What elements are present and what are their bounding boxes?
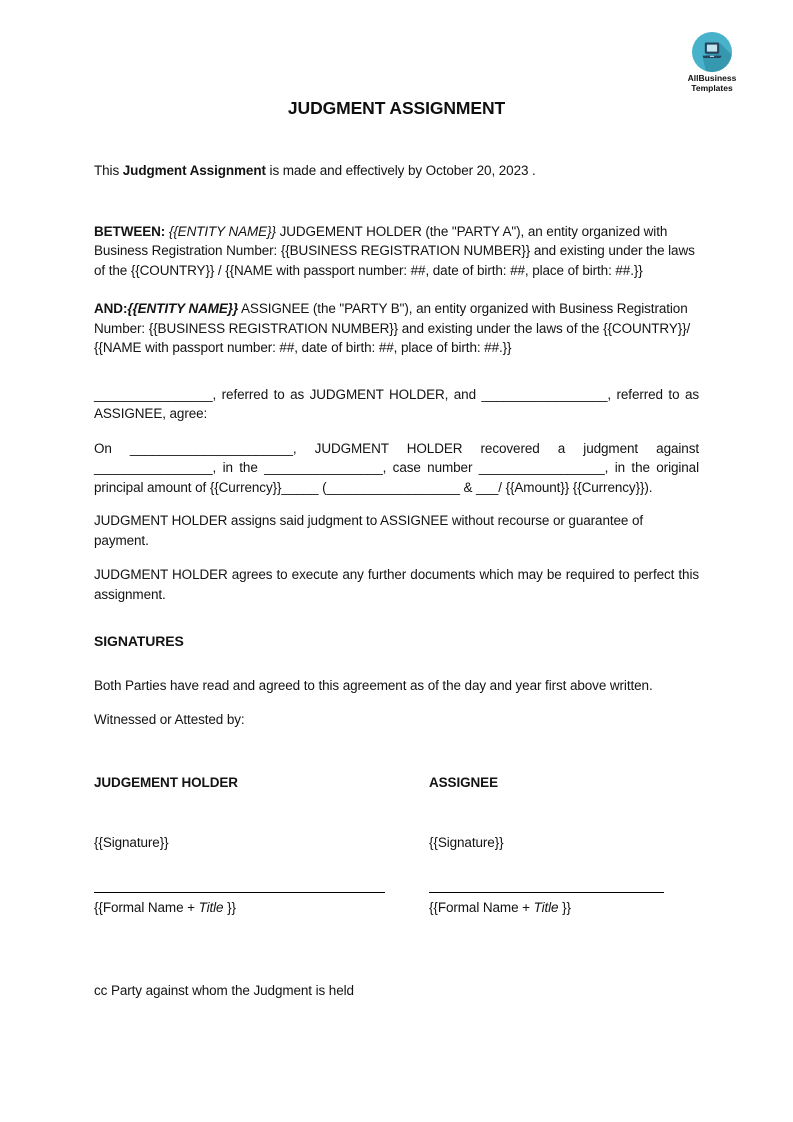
- formal-title-italic: Title: [198, 899, 224, 915]
- signature-line: [429, 892, 664, 893]
- brand-name-line1: AllBusiness: [687, 73, 737, 83]
- intro-text-1: This: [94, 163, 123, 178]
- assignee-column-header: ASSIGNEE: [429, 774, 498, 790]
- intro-paragraph: [94, 161, 699, 181]
- and-label: AND:: [94, 301, 128, 316]
- between-label: BETWEEN:: [94, 223, 169, 239]
- between-paragraph: [94, 222, 699, 281]
- entity-name-placeholder: {{ENTITY NAME}}: [168, 223, 276, 239]
- agreement-confirmation-text: Both Parties have read and agreed to this agreement as of the day and year first above written.: [94, 677, 653, 693]
- signature-placeholder: {{Signature}}: [94, 835, 169, 850]
- signatures-heading: SIGNATURES: [94, 633, 184, 649]
- formal-name-placeholder: [429, 898, 699, 918]
- formal-name-text-1: {{Formal Name +: [94, 899, 199, 915]
- document-name-bold: Judgment Assignment: [122, 163, 266, 178]
- signature-columns: [94, 773, 699, 918]
- formal-name-text-2: }}: [558, 899, 571, 915]
- assignment-clause-paragraph: JUDGMENT HOLDER assigns said judgment to ASSIGNEE without recourse or guarantee of payment.: [94, 513, 644, 548]
- judgment-details-paragraph: On ______________________, JUDGMENT HOLDER recovered a judgment against ________________, in the ________________, case number _________________, in the original principal amount of {{Currency}}_____ (__________________ & ___/ {{Amount}} {{Currency}}).: [94, 440, 699, 495]
- laptop-icon: [692, 32, 732, 72]
- and-paragraph: [94, 299, 699, 358]
- signature-placeholder: {{Signature}}: [429, 835, 504, 850]
- judgment-holder-column-header: JUDGEMENT HOLDER: [94, 774, 238, 790]
- formal-name-text-1: {{Formal Name +: [429, 899, 534, 915]
- page-title: JUDGMENT ASSIGNMENT: [287, 98, 506, 118]
- between-text: JUDGEMENT HOLDER (the "PARTY A"), an entity organized with Business Registration Number: {{BUSINESS REGISTRATION NUMBER}} and existing under the laws of the {{COUNTRY}} / {{NAME with passport number: ##, date of birth: ##, place of birth: ##.}}: [94, 223, 695, 278]
- brand-logo: [667, 32, 757, 93]
- formal-name-placeholder: [94, 898, 429, 918]
- signature-line: [94, 892, 385, 893]
- intro-text-2: is made and effectively by October 20, 2023 .: [265, 163, 536, 178]
- entity-name-placeholder: {{ENTITY NAME}}: [127, 301, 239, 316]
- cc-note: cc Party against whom the Judgment is held: [94, 983, 354, 998]
- formal-name-text-2: }}: [223, 899, 236, 915]
- formal-title-italic: Title: [533, 899, 559, 915]
- and-text: ASSIGNEE (the "PARTY B"), an entity organized with Business Registration Number: {{BUSINESS REGISTRATION NUMBER}} and existing under the laws of the {{COUNTRY}}/ {{NAME with passport number: ##, date of birth: ##, place of birth: ##.}}: [94, 301, 691, 355]
- witnessed-by-text: Witnessed or Attested by:: [94, 712, 245, 727]
- assignee-column: [429, 773, 699, 918]
- judgment-holder-column: [94, 773, 429, 918]
- parties-reference-paragraph: ________________, referred to as JUDGMENT HOLDER, and _________________, referred to as ASSIGNEE, agree:: [94, 386, 699, 421]
- further-documents-paragraph: JUDGMENT HOLDER agrees to execute any further documents which may be required to perfect this assignment.: [94, 567, 699, 602]
- brand-name-line2: Templates: [691, 83, 733, 93]
